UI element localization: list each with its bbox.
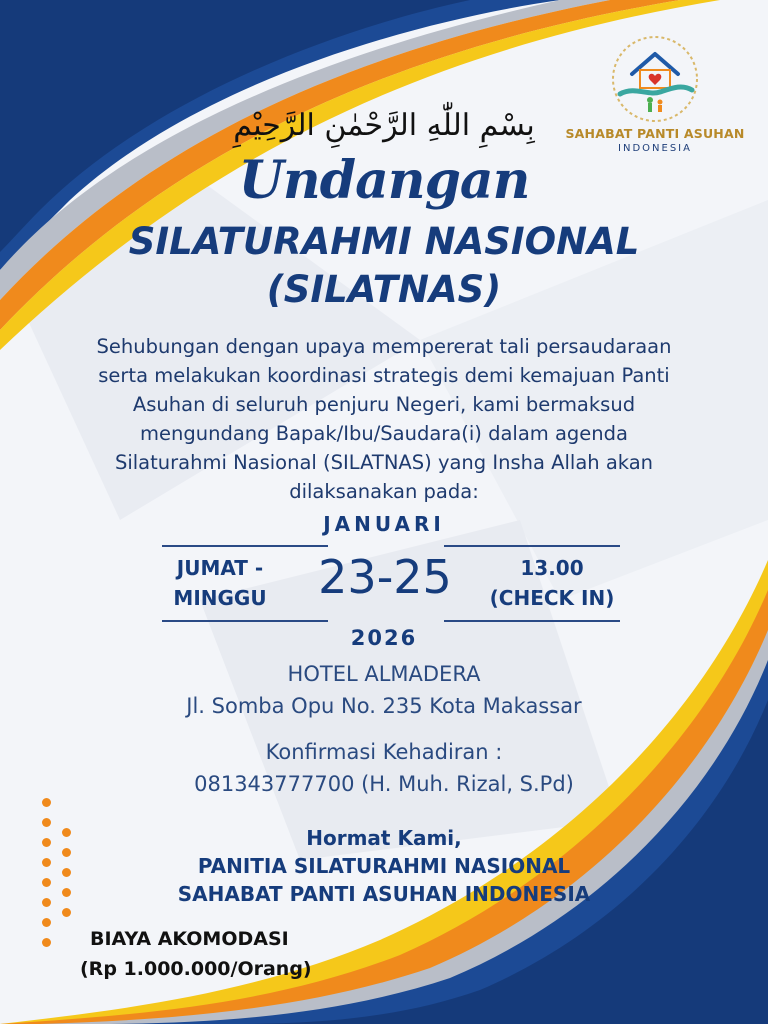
divider <box>162 620 328 622</box>
accommodation-cost-label: BIAYA AKOMODASI <box>90 928 289 950</box>
event-time <box>462 553 642 613</box>
event-year: 2026 <box>350 626 418 650</box>
days-line2: MINGGU <box>173 586 267 610</box>
paragraph-line: Silaturahmi Nasional (SILATNAS) yang Insha Allah akan <box>114 451 654 474</box>
divider <box>444 620 620 622</box>
accommodation-cost-amount: (Rp 1.000.000/Orang) <box>80 958 312 980</box>
paragraph-line: dilaksanakan pada: <box>289 480 479 503</box>
divider <box>162 545 328 547</box>
event-title-line1: SILATURAHMI NASIONAL <box>128 220 640 263</box>
event-title-line2: (SILATNAS) <box>266 268 502 311</box>
decorative-dot <box>42 938 51 947</box>
logo-name: SAHABAT PANTI ASUHAN <box>565 126 745 141</box>
paragraph-line: mengundang Bapak/Ibu/Saudara(i) dalam agenda <box>140 422 628 445</box>
paragraph-line: serta melakukan koordinasi strategis demi kemajuan Panti <box>98 364 670 387</box>
event-days <box>140 553 300 613</box>
event-dates: 23-25 <box>318 550 452 604</box>
decorative-dot <box>42 798 51 807</box>
venue-address: Jl. Somba Opu No. 235 Kota Makassar <box>186 694 582 718</box>
decorative-dot <box>62 908 71 917</box>
days-line1: JUMAT - <box>176 556 264 580</box>
time-line2: (CHECK IN) <box>489 586 615 610</box>
time-line1: 13.00 <box>520 556 584 580</box>
divider <box>444 545 620 547</box>
paragraph-line: Asuhan di seluruh penjuru Negeri, kami bermaksud <box>132 393 636 416</box>
bismillah-calligraphy: بِسْمِ اللّٰهِ الرَّحْمٰنِ الرَّحِيْمِ <box>233 108 535 143</box>
signature-committee: PANITIA SILATURAHMI NASIONAL <box>197 854 571 878</box>
confirmation-label: Konfirmasi Kehadiran : <box>265 740 503 764</box>
paragraph-line: Sehubungan dengan upaya mempererat tali persaudaraan <box>96 335 672 358</box>
invitation-paragraph <box>50 332 718 506</box>
signature-organization: SAHABAT PANTI ASUHAN INDONESIA <box>177 882 591 906</box>
invitation-title: Undangan <box>238 150 530 211</box>
signature-greeting: Hormat Kami, <box>306 826 462 850</box>
logo-country: INDONESIA <box>618 143 692 154</box>
venue-name: HOTEL ALMADERA <box>287 662 481 686</box>
decorative-dot <box>42 918 51 927</box>
confirmation-contact: 081343777700 (H. Muh. Rizal, S.Pd) <box>194 772 574 796</box>
event-month: JANUARI <box>323 512 445 536</box>
